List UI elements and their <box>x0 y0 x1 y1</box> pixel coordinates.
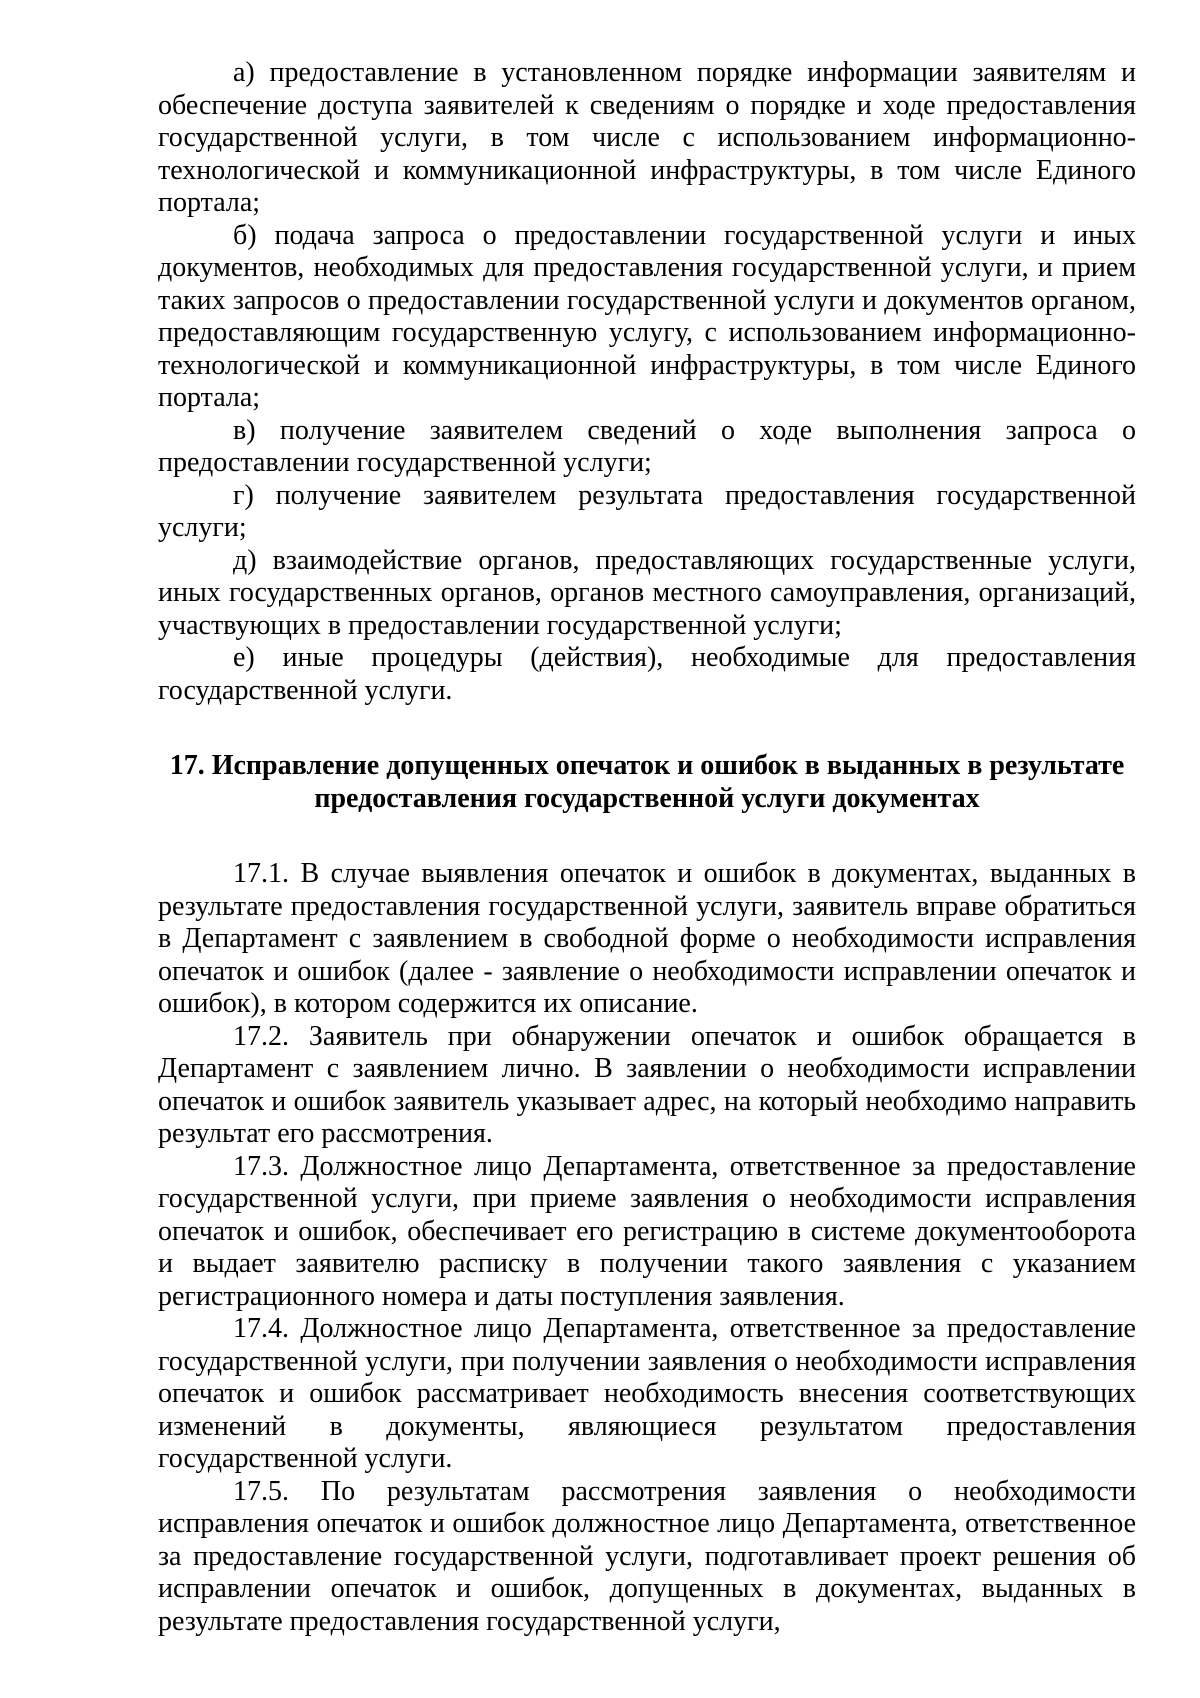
list-item-e: е) иные процедуры (действия), необходимые для предоставления государственной услуги. <box>158 642 1136 706</box>
list-item-v: в) получение заявителем сведений о ходе выполнения запроса о предоставлении государственной услуги; <box>158 414 1136 478</box>
list-item-a: а) предоставление в установленном порядке информации заявителям и обеспечение доступа заявителей к сведениям о порядке и ходе предоставления государственной услуги, в том числе с использованием информационно-технологической и коммуникационной инфраструктуры, в том числе Единого портала; <box>158 57 1136 218</box>
list-item-d: д) взаимодействие органов, предоставляющих государственные услуги, иных государственных органов, органов местного самоуправления, организаций, участвующих в предоставлении государственной услуги; <box>158 544 1136 641</box>
paragraph-17-2: 17.2. Заявитель при обнаружении опечаток и ошибок обращается в Департамент с заявлением лично. В заявлении о необходимости исправлении опечаток и ошибок заявитель указывает адрес, на который необходимо направить результат его рассмотрения. <box>158 1020 1136 1149</box>
paragraph-17-5: 17.5. По результатам рассмотрения заявления о необходимости исправления опечаток и ошибок должностное лицо Департамента, ответственное за предоставление государственной услуги, подготавливает проект решения об исправлении опечаток и ошибок, допущенных в документах, выданных в результате предоставления государственной услуги, <box>158 1475 1136 1637</box>
paragraph-17-1: 17.1. В случае выявления опечаток и ошибок в документах, выданных в результате предоставления государственной услуги, заявитель вправе обратиться в Департамент с заявлением в свободной форме о необходимости исправления опечаток и ошибок (далее - заявление о необходимости исправлении опечаток и ошибок), в котором содержится их описание. <box>158 858 1136 1019</box>
paragraph-17-4: 17.4. Должностное лицо Департамента, ответственное за предоставление государственной услуги, при получении заявления о необходимости исправления опечаток и ошибок рассматривает необходимость внесения соответствующих изменений в документы, являющиеся результатом предоставления государственной услуги. <box>158 1313 1136 1474</box>
section-heading: 17. Исправление допущенных опечаток и ошибок в выданных в результате предоставления государственной услуги документах <box>169 750 1125 814</box>
paragraph-17-3: 17.3. Должностное лицо Департамента, ответственное за предоставление государственной услуги, при приеме заявления о необходимости исправления опечаток и ошибок, обеспечивает его регистрацию в системе документооборота и выдает заявителю расписку в получении такого заявления с указанием регистрационного номера и даты поступления заявления. <box>158 1150 1136 1312</box>
list-item-g: г) получение заявителем результата предоставления государственной услуги; <box>158 479 1136 543</box>
list-item-b: б) подача запроса о предоставлении государственной услуги и иных документов, необходимых для предоставления государственной услуги, и прием таких запросов о предоставлении государственной услуги и документов органом, предоставляющим государственную услугу, с использованием информационно-технологической и коммуникационной инфраструктуры, в том числе Единого портала; <box>158 219 1136 413</box>
document-page <box>158 57 1136 1638</box>
